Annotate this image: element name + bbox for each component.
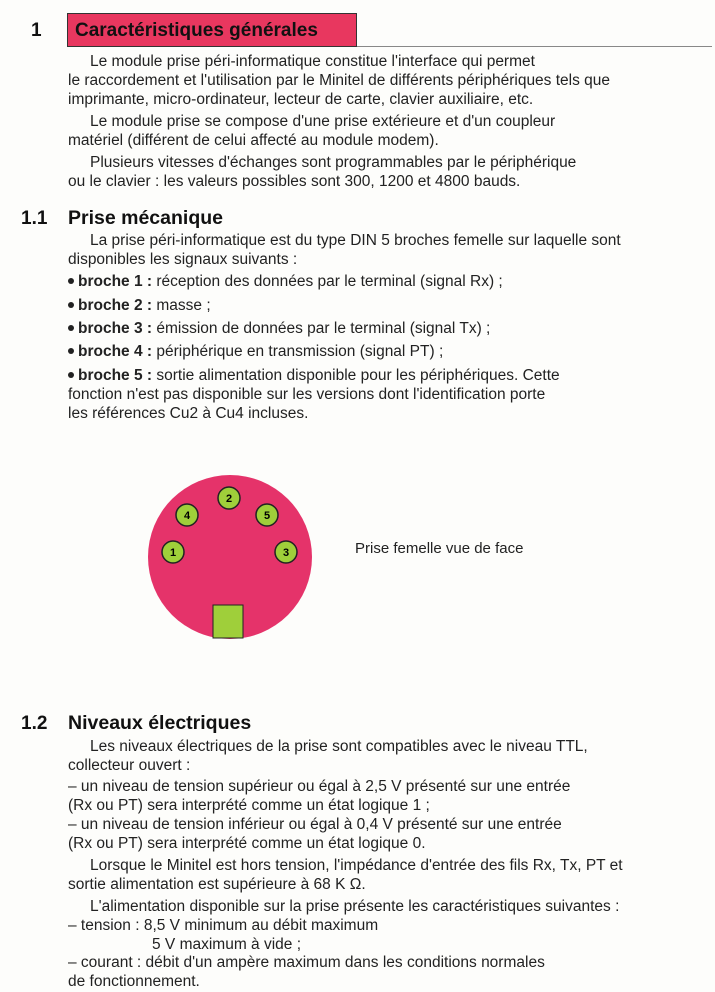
bullet-icon [68, 348, 74, 354]
paragraph-line: – un niveau de tension inférieur ou égal à 0,4 V présenté sur une entrée [68, 816, 562, 833]
paragraph-line: L'alimentation disponible sur la prise présente les caractéristiques suivantes : [90, 898, 620, 915]
paragraph-line: imprimante, micro-ordinateur, lecteur de carte, clavier auxiliaire, etc. [68, 91, 534, 108]
pin-1 [162, 541, 184, 563]
svg-text:1: 1 [169, 547, 177, 559]
bullet-icon [68, 278, 74, 284]
paragraph-line: (Rx ou PT) sera interprété comme un état logique 1 ; [68, 797, 430, 814]
paragraph-line: les références Cu2 à Cu4 incluses. [68, 405, 309, 422]
paragraph-line: le raccordement et l'utilisation par le Minitel de différents périphériques tels que [68, 72, 611, 89]
paragraph-line: – tension : 8,5 V minimum au débit maximum [68, 917, 379, 934]
paragraph-line: La prise péri-informatique est du type DIN 5 broches femelle sur laquelle sont [90, 232, 621, 249]
paragraph-line: ou le clavier : les valeurs possibles sont 300, 1200 et 4800 bauds. [68, 173, 521, 190]
paragraph-line: Les niveaux électriques de la prise sont compatibles avec le niveau TTL, [90, 738, 588, 755]
paragraph-line: – un niveau de tension supérieur ou égal à 2,5 V présenté sur une entrée [68, 778, 571, 795]
paragraph-line: Lorsque le Minitel est hors tension, l'impédance d'entrée des fils Rx, Tx, PT et [90, 857, 623, 874]
pin-2 [218, 487, 240, 509]
connector-key [213, 605, 243, 638]
paragraph-line: de fonctionnement. [68, 973, 200, 990]
pin-item: broche 2 : masse ; [68, 296, 211, 315]
pin-item: broche 3 : émission de données par le terminal (signal Tx) ; [68, 319, 490, 338]
paragraph-line: Plusieurs vitesses d'échanges sont programmables par le périphérique [90, 154, 577, 171]
title-divider [357, 46, 712, 47]
section-title: Niveaux électriques [68, 712, 252, 734]
paragraph-line: Le module prise se compose d'une prise extérieure et d'un coupleur [90, 113, 556, 130]
diagram-caption: Prise femelle vue de face [355, 540, 524, 557]
paragraph-line: 5 V maximum à vide ; [152, 936, 302, 953]
paragraph-line: sortie alimentation est supérieure à 68 K Ω. [68, 876, 366, 893]
section-number: 1.2 [21, 713, 48, 734]
paragraph-line: – courant : débit d'un ampère maximum dans les conditions normales [68, 954, 545, 971]
paragraph-line: Le module prise péri-informatique constitue l'interface qui permet [90, 53, 535, 70]
paragraph-line: fonction n'est pas disponible sur les versions dont l'identification porte [68, 386, 546, 403]
svg-text:4: 4 [183, 510, 191, 522]
paragraph-line: disponibles les signaux suivants : [68, 251, 298, 268]
paragraph-line: (Rx ou PT) sera interprété comme un état logique 0. [68, 835, 426, 852]
pin-item: broche 4 : périphérique en transmission (signal PT) ; [68, 342, 443, 361]
svg-text:5: 5 [263, 510, 271, 522]
bullet-icon [68, 302, 74, 308]
svg-text:2: 2 [225, 493, 233, 505]
pin-5 [256, 504, 278, 526]
section-number: 1 [31, 20, 42, 41]
section-title: Prise mécanique [68, 207, 223, 229]
din-connector-diagram [140, 470, 320, 640]
svg-text:3: 3 [282, 547, 290, 559]
section-title: Caractéristiques générales [75, 20, 318, 41]
paragraph-line: matériel (différent de celui affecté au module modem). [68, 132, 439, 149]
section-number: 1.1 [21, 208, 48, 229]
pin-item: broche 1 : réception des données par le terminal (signal Rx) ; [68, 272, 503, 291]
pin-item: broche 5 : sortie alimentation disponible pour les périphériques. Cette [68, 366, 560, 385]
bullet-icon [68, 372, 74, 378]
bullet-icon [68, 325, 74, 331]
pin-4 [176, 504, 198, 526]
paragraph-line: collecteur ouvert : [68, 757, 191, 774]
pin-3 [275, 541, 297, 563]
section-title-box [67, 13, 357, 47]
